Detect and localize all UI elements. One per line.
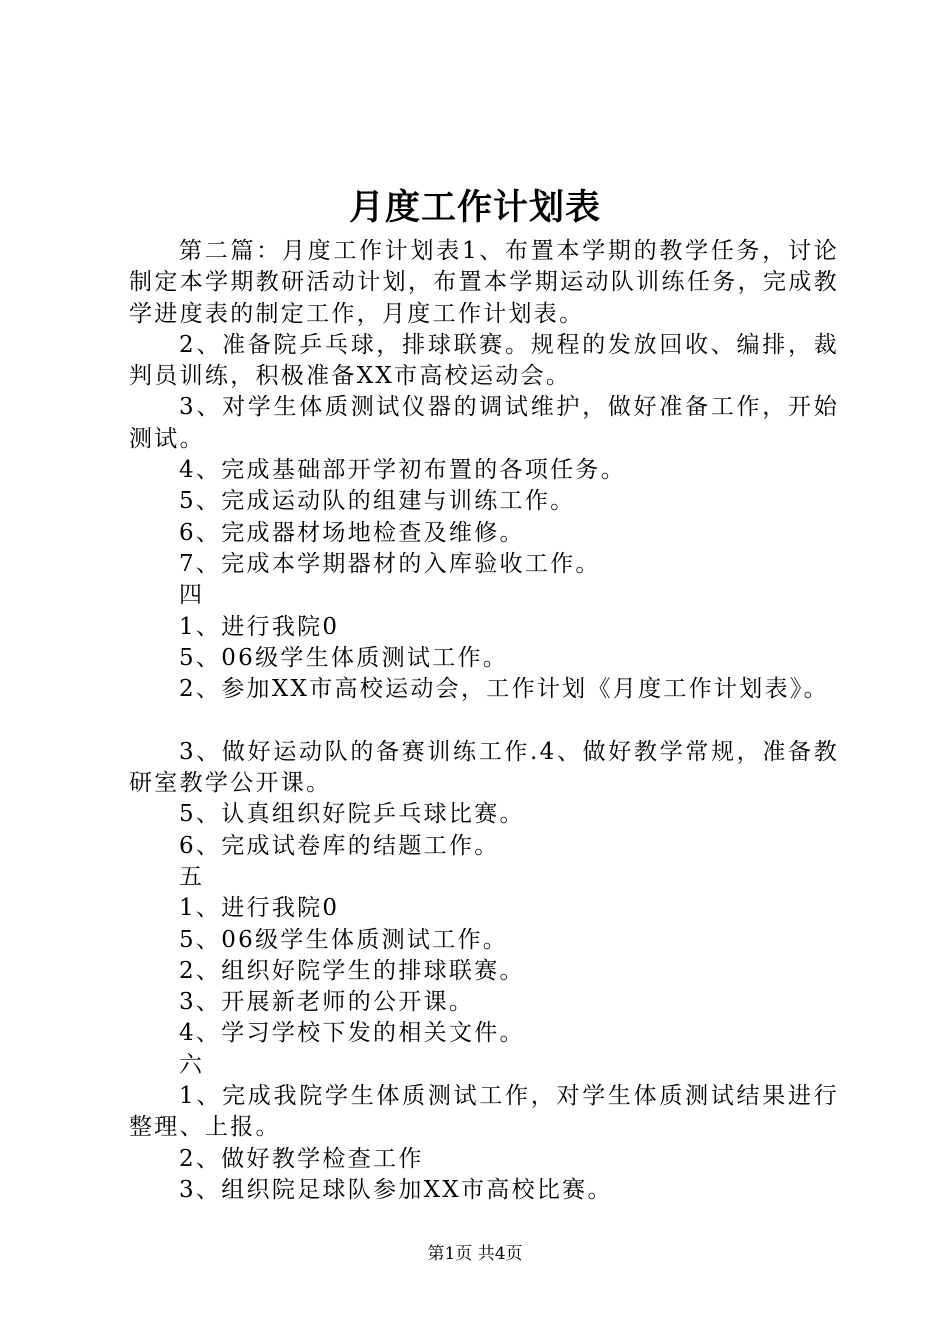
paragraph: 1、完成我院学生体质测试工作，对学生体质测试结果进行整理、上报。	[129, 1083, 839, 1141]
paragraph: 第二篇：月度工作计划表1、布置本学期的教学任务，讨论制定本学期教研活动计划，布置本学期运动队训练任务，完成教学进度表的制定工作，月度工作计划表。	[129, 238, 839, 327]
paragraph: 3、组织院足球队参加XX市高校比赛。	[179, 1176, 613, 1203]
paragraph: 6、完成试卷库的结题工作。	[179, 832, 500, 859]
section-heading: 五	[179, 863, 205, 890]
paragraph: 4、学习学校下发的相关文件。	[179, 1020, 525, 1047]
paragraph: 3、对学生体质测试仪器的调试维护，做好准备工作，开始测试。	[129, 394, 839, 452]
paragraph: 3、开展新老师的公开课。	[179, 989, 475, 1016]
paragraph: 5、认真组织好院乒乓球比赛。	[179, 801, 525, 828]
document-title: 月度工作计划表	[348, 188, 601, 228]
section-heading: 四	[179, 582, 205, 609]
page-footer: 第1页 共4页	[427, 1244, 523, 1264]
paragraph: 2、做好教学检查工作	[179, 1145, 424, 1172]
paragraph: 1、进行我院0	[179, 895, 340, 922]
paragraph: 4、完成基础部开学初布置的各项任务。	[179, 457, 627, 484]
paragraph: 6、完成器材场地检查及维修。	[179, 519, 525, 546]
paragraph: 7、完成本学期器材的入库验收工作。	[179, 550, 601, 577]
section-heading: 六	[179, 1051, 205, 1078]
paragraph: 5、完成运动队的组建与训练工作。	[179, 488, 576, 515]
paragraph: 3、做好运动队的备赛训练工作.4、做好教学常规，准备教研室教学公开课。	[129, 738, 839, 797]
paragraph: 2、准备院乒乓球，排球联赛。规程的发放回收、编排，裁判员训练，积极准备XX市高校运动会。	[129, 331, 839, 390]
paragraph: 5、06级学生体质测试工作。	[179, 644, 509, 671]
paragraph: 5、06级学生体质测试工作。	[179, 926, 509, 953]
blank-line	[129, 705, 839, 736]
document-body	[129, 236, 839, 1206]
paragraph: 2、参加XX市高校运动会，工作计划《月度工作计划表》。	[179, 676, 829, 703]
paragraph: 1、进行我院0	[179, 613, 340, 640]
paragraph: 2、组织好院学生的排球联赛。	[179, 957, 525, 984]
